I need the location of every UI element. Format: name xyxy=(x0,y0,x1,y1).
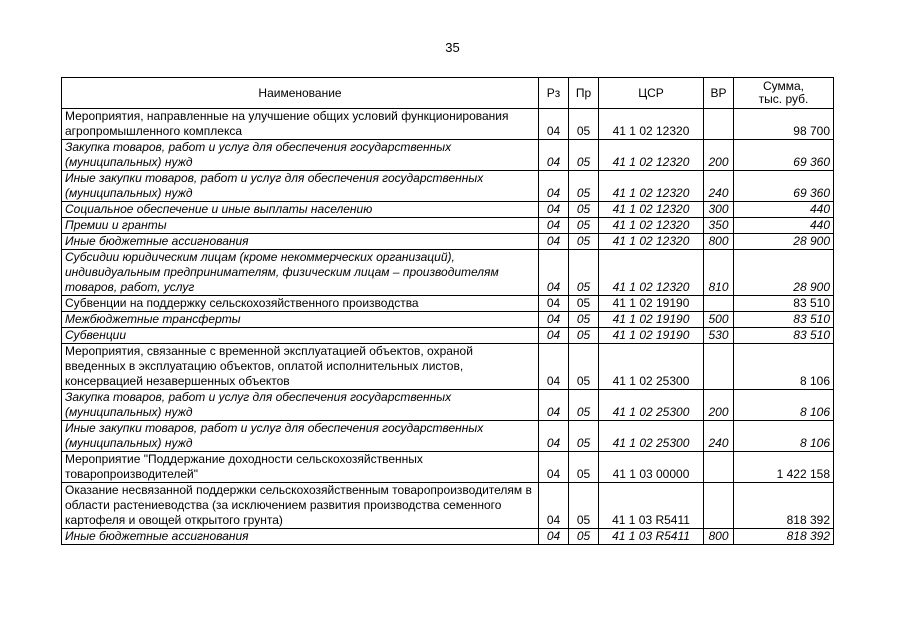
row-vr-cell: 350 xyxy=(704,218,734,234)
row-vr-cell: 240 xyxy=(704,421,734,452)
table-body xyxy=(62,109,834,545)
row-sum-cell: 440 xyxy=(734,202,834,218)
table-row xyxy=(62,109,834,140)
table-row xyxy=(62,344,834,390)
row-sum-cell: 98 700 xyxy=(734,109,834,140)
row-sum-cell: 440 xyxy=(734,218,834,234)
row-csr-cell: 41 1 02 12320 xyxy=(599,218,704,234)
row-csr-cell: 41 1 02 12320 xyxy=(599,250,704,296)
header-vr: ВР xyxy=(704,78,734,109)
row-sum-cell: 83 510 xyxy=(734,296,834,312)
row-vr-cell xyxy=(704,483,734,529)
row-vr-cell: 800 xyxy=(704,234,734,250)
row-vr-cell: 240 xyxy=(704,171,734,202)
table-row xyxy=(62,218,834,234)
table-row xyxy=(62,171,834,202)
row-pr-cell: 05 xyxy=(569,218,599,234)
row-rz-cell: 04 xyxy=(539,529,569,545)
row-rz-cell: 04 xyxy=(539,390,569,421)
row-rz-cell: 04 xyxy=(539,312,569,328)
row-vr-cell: 800 xyxy=(704,529,734,545)
row-csr-cell: 41 1 03 R5411 xyxy=(599,529,704,545)
header-csr: ЦСР xyxy=(599,78,704,109)
row-csr-cell: 41 1 02 25300 xyxy=(599,344,704,390)
page-number: 35 xyxy=(445,40,460,55)
row-sum-cell: 8 106 xyxy=(734,344,834,390)
row-name-cell: Иные бюджетные ассигнования xyxy=(62,529,539,545)
row-name-cell: Закупка товаров, работ и услуг для обеспечения государственных (муниципальных) нужд xyxy=(62,140,539,171)
row-pr-cell: 05 xyxy=(569,452,599,483)
row-rz-cell: 04 xyxy=(539,483,569,529)
row-name-cell: Мероприятия, направленные на улучшение общих условий функционирования агропромышленного комплекса xyxy=(62,109,539,140)
row-sum-cell: 28 900 xyxy=(734,234,834,250)
row-name-cell: Субвенции на поддержку сельскохозяйственного производства xyxy=(62,296,539,312)
row-pr-cell: 05 xyxy=(569,250,599,296)
header-sum xyxy=(734,78,834,109)
table-row xyxy=(62,250,834,296)
row-rz-cell: 04 xyxy=(539,421,569,452)
row-name-cell: Оказание несвязанной поддержки сельскохозяйственным товаропроизводителям в области растениеводства (за исключением развития производства семенного картофеля и овощей открытого грунта) xyxy=(62,483,539,529)
row-vr-cell: 810 xyxy=(704,250,734,296)
row-name-cell: Межбюджетные трансферты xyxy=(62,312,539,328)
row-sum-cell: 69 360 xyxy=(734,140,834,171)
row-sum-cell: 8 106 xyxy=(734,390,834,421)
row-vr-cell xyxy=(704,344,734,390)
header-rz: Рз xyxy=(539,78,569,109)
row-name-cell: Мероприятия, связанные с временной эксплуатацией объектов, охраной введенных в эксплуатацию объектов, оплатой исполнительных листов, консервацией незавершенных объектов xyxy=(62,344,539,390)
row-name-cell: Закупка товаров, работ и услуг для обеспечения государственных (муниципальных) нужд xyxy=(62,390,539,421)
row-pr-cell: 05 xyxy=(569,483,599,529)
row-csr-cell: 41 1 03 00000 xyxy=(599,452,704,483)
row-sum-cell: 818 392 xyxy=(734,529,834,545)
row-vr-cell: 200 xyxy=(704,390,734,421)
row-rz-cell: 04 xyxy=(539,452,569,483)
row-rz-cell: 04 xyxy=(539,109,569,140)
row-rz-cell: 04 xyxy=(539,344,569,390)
row-pr-cell: 05 xyxy=(569,296,599,312)
row-name-cell: Иные закупки товаров, работ и услуг для обеспечения государственных (муниципальных) нужд xyxy=(62,171,539,202)
row-name-cell: Социальное обеспечение и иные выплаты населению xyxy=(62,202,539,218)
table-row xyxy=(62,234,834,250)
row-pr-cell: 05 xyxy=(569,390,599,421)
row-name-cell: Иные бюджетные ассигнования xyxy=(62,234,539,250)
row-rz-cell: 04 xyxy=(539,328,569,344)
row-sum-cell: 28 900 xyxy=(734,250,834,296)
row-csr-cell: 41 1 02 25300 xyxy=(599,421,704,452)
row-vr-cell: 300 xyxy=(704,202,734,218)
row-csr-cell: 41 1 02 25300 xyxy=(599,390,704,421)
row-rz-cell: 04 xyxy=(539,140,569,171)
header-sum-line1: Сумма, xyxy=(762,79,805,93)
row-rz-cell: 04 xyxy=(539,171,569,202)
row-pr-cell: 05 xyxy=(569,140,599,171)
row-name-cell: Мероприятие "Поддержание доходности сельскохозяйственных товаропроизводителей" xyxy=(62,452,539,483)
row-rz-cell: 04 xyxy=(539,250,569,296)
table-row xyxy=(62,296,834,312)
row-vr-cell: 530 xyxy=(704,328,734,344)
row-csr-cell: 41 1 02 19190 xyxy=(599,312,704,328)
row-csr-cell: 41 1 02 12320 xyxy=(599,109,704,140)
header-name: Наименование xyxy=(62,78,539,109)
row-vr-cell xyxy=(704,109,734,140)
row-sum-cell: 83 510 xyxy=(734,328,834,344)
row-csr-cell: 41 1 02 12320 xyxy=(599,140,704,171)
budget-table xyxy=(61,77,834,545)
row-sum-cell: 83 510 xyxy=(734,312,834,328)
header-sum-line2: тыс. руб. xyxy=(758,92,809,106)
row-rz-cell: 04 xyxy=(539,202,569,218)
row-csr-cell: 41 1 02 19190 xyxy=(599,296,704,312)
row-vr-cell xyxy=(704,296,734,312)
table-row xyxy=(62,328,834,344)
row-csr-cell: 41 1 02 12320 xyxy=(599,171,704,202)
row-sum-cell: 69 360 xyxy=(734,171,834,202)
row-sum-cell: 1 422 158 xyxy=(734,452,834,483)
row-rz-cell: 04 xyxy=(539,296,569,312)
table-header-row xyxy=(62,78,834,109)
table-row xyxy=(62,202,834,218)
row-pr-cell: 05 xyxy=(569,328,599,344)
table-row xyxy=(62,483,834,529)
row-sum-cell: 818 392 xyxy=(734,483,834,529)
row-pr-cell: 05 xyxy=(569,344,599,390)
row-name-cell: Субсидии юридическим лицам (кроме некоммерческих организаций), индивидуальным предпринимателям, физическим лицам – производителям товаров, работ, услуг xyxy=(62,250,539,296)
row-pr-cell: 05 xyxy=(569,202,599,218)
table-row xyxy=(62,421,834,452)
table-row xyxy=(62,312,834,328)
row-rz-cell: 04 xyxy=(539,218,569,234)
row-csr-cell: 41 1 02 12320 xyxy=(599,202,704,218)
table-row xyxy=(62,529,834,545)
row-name-cell: Субвенции xyxy=(62,328,539,344)
header-pr: Пр xyxy=(569,78,599,109)
row-vr-cell: 200 xyxy=(704,140,734,171)
row-pr-cell: 05 xyxy=(569,312,599,328)
row-csr-cell: 41 1 02 19190 xyxy=(599,328,704,344)
row-name-cell: Премии и гранты xyxy=(62,218,539,234)
table-row xyxy=(62,452,834,483)
row-name-cell: Иные закупки товаров, работ и услуг для обеспечения государственных (муниципальных) нужд xyxy=(62,421,539,452)
row-pr-cell: 05 xyxy=(569,171,599,202)
row-pr-cell: 05 xyxy=(569,109,599,140)
table-row xyxy=(62,140,834,171)
row-csr-cell: 41 1 02 12320 xyxy=(599,234,704,250)
row-vr-cell: 500 xyxy=(704,312,734,328)
table-row xyxy=(62,390,834,421)
row-pr-cell: 05 xyxy=(569,529,599,545)
row-pr-cell: 05 xyxy=(569,421,599,452)
row-sum-cell: 8 106 xyxy=(734,421,834,452)
row-csr-cell: 41 1 03 R5411 xyxy=(599,483,704,529)
row-pr-cell: 05 xyxy=(569,234,599,250)
row-rz-cell: 04 xyxy=(539,234,569,250)
row-vr-cell xyxy=(704,452,734,483)
